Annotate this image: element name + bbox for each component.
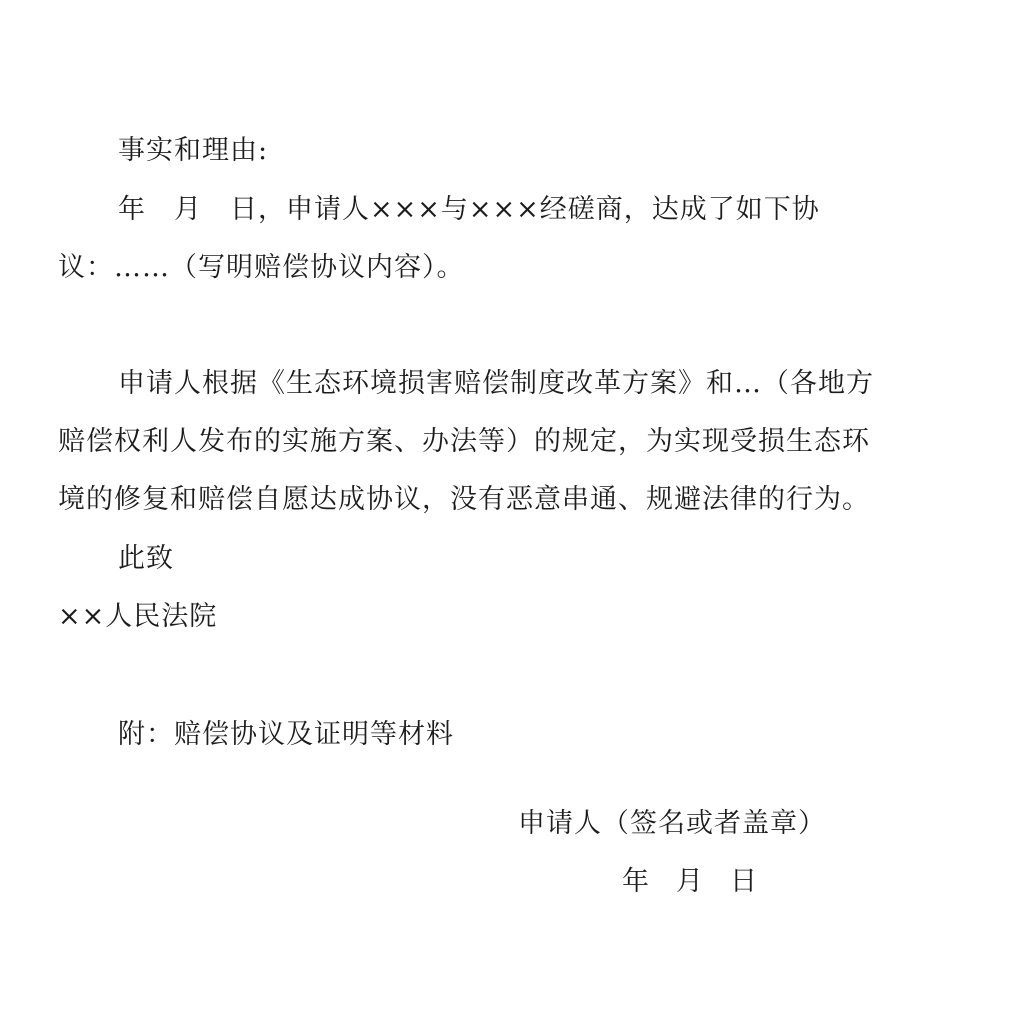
- paragraph-2-line-3: 境的修复和赔偿自愿达成协议，没有恶意串通、规避法律的行为。: [58, 484, 870, 515]
- signature-line: 申请人（签名或者盖章）: [518, 808, 826, 839]
- paragraph-1-line-2: 议：……（写明赔偿协议内容）。: [58, 252, 465, 283]
- section-heading: 事实和理由:: [118, 135, 269, 166]
- attachment-note: 附：赔偿协议及证明等材料: [118, 719, 454, 750]
- court-name: ××人民法院: [58, 601, 218, 632]
- salutation: 此致: [118, 543, 174, 574]
- paragraph-2-line-2: 赔偿权利人发布的实施方案、办法等）的规定，为实现受损生态环: [58, 426, 870, 457]
- paragraph-1-line-1: 年 月 日，申请人×××与×××经磋商，达成了如下协: [118, 194, 820, 225]
- date-line: 年 月 日: [622, 866, 757, 897]
- paragraph-2-line-1: 申请人根据《生态环境损害赔偿制度改革方案》和…（各地方: [118, 368, 874, 399]
